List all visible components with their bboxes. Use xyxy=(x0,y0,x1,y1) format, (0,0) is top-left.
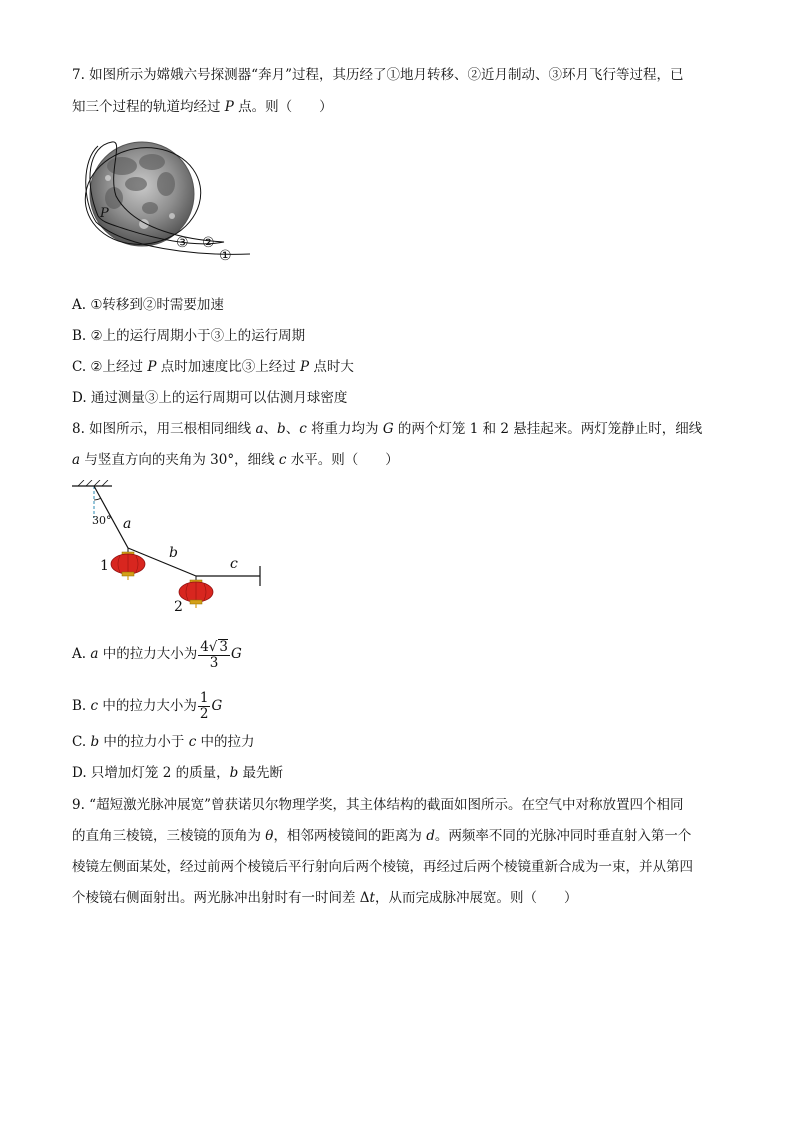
q7-option-a: A. ①转移到②时需要加速 xyxy=(72,297,224,313)
q7-stem-line1: 7. 如图所示为嫦娥六号探测器“奔月”过程，其历经了①地月转移、②近月制动、③环月飞行等过程，已 xyxy=(72,67,684,83)
label-b: b xyxy=(169,545,178,561)
label-a: a xyxy=(123,516,132,532)
q7-fig-label-1: ① xyxy=(219,248,232,264)
q9-line2: 的直角三棱镜，三棱镜的顶角为 θ，相邻两棱镜间的距离为 d。两频率不同的光脉冲同时垂直射入第一个 xyxy=(72,828,692,844)
q9-line3: 棱镜左侧面某处，经过前两个棱镜后平行射向后两个棱镜，再经过后两个棱镜重新合成为一束，并从第四 xyxy=(72,859,693,875)
lantern-2 xyxy=(179,576,213,608)
angle-arc xyxy=(94,498,101,500)
q8-option-b-fraction: $\frac{1}{2}$ xyxy=(199,690,209,722)
q7-option-d: D. 通过测量③上的运行周期可以估测月球密度 xyxy=(72,390,348,406)
q8-stem-line1: 8. 如图所示，用三根相同细线 a、b、c 将重力均为 G 的两个灯笼 1 和 2 悬挂起来。两灯笼静止时，细线 xyxy=(72,421,703,437)
q8-option-a-fraction: $\frac{4√ 3}{3}$ xyxy=(200,638,228,671)
lantern-2-label: 2 xyxy=(174,599,183,615)
q8-stem-line2: a 与竖直方向的夹角为 30°，细线 c 水平。则（ ） xyxy=(72,452,399,468)
q8-option-b: B. c 中的拉力大小为 $\frac{1}{2}$ G xyxy=(72,690,223,722)
q7-fig-label-p: P xyxy=(100,206,109,221)
q7-fig-label-3: ③ xyxy=(176,235,189,251)
q7-moon-orbit-figure xyxy=(80,136,255,271)
lantern-1-label: 1 xyxy=(100,558,109,574)
q8-option-d: D. 只增加灯笼 2 的质量，b 最先断 xyxy=(72,765,284,781)
q7-option-c: C. ②上经过 P 点时加速度比③上经过 P 点时大 xyxy=(72,359,354,375)
label-c: c xyxy=(230,556,238,572)
q7-stem-line2: 知三个过程的轨道均经过 P 点。则（ ） xyxy=(72,99,333,115)
angle-label: 30° xyxy=(92,514,112,527)
q7-option-b: B. ②上的运行周期小于③上的运行周期 xyxy=(72,328,306,344)
q9-line4: 个棱镜右侧面射出。两光脉冲出射时有一时间差 Δt，从而完成脉冲展宽。则（ ） xyxy=(72,890,578,906)
q9-line1: 9. “超短激光脉冲展宽”曾获诺贝尔物理学奖，其主体结构的截面如图所示。在空气中对称放置四个相同 xyxy=(72,797,684,813)
q8-option-c: C. b 中的拉力小于 c 中的拉力 xyxy=(72,734,255,750)
q7-fig-label-2: ② xyxy=(202,235,215,251)
q8-option-a: A. a 中的拉力大小为 $\frac{4√ 3}{3}$ G xyxy=(72,638,242,671)
q8-lantern-figure xyxy=(70,480,270,615)
ceiling-hatching xyxy=(78,480,108,486)
